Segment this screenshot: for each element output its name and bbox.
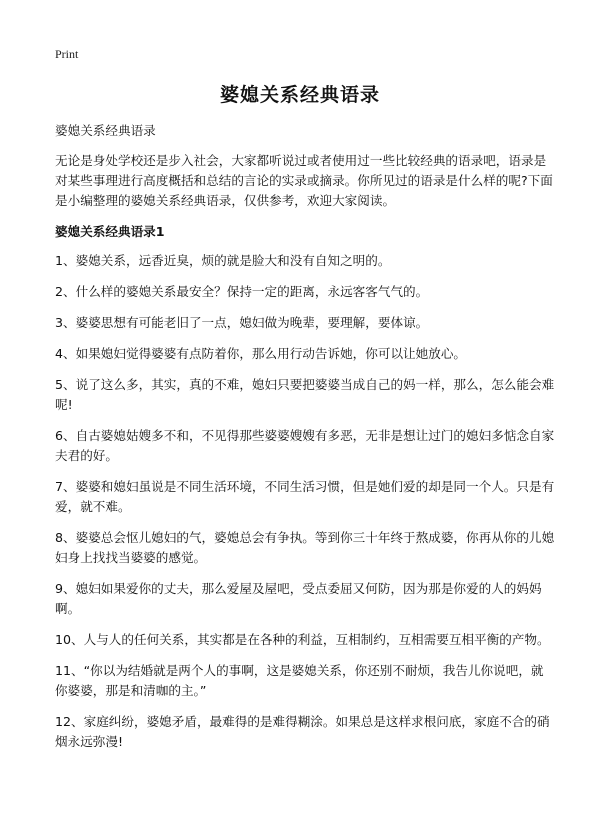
section-heading: 婆媳关系经典语录1	[55, 224, 165, 239]
quote-paragraph: 8、婆婆总会怄儿媳妇的气，婆媳总会有争执。等到你三十年终于熬成婆，你再从你的儿媳妇身上找找当婆婆的感觉。	[55, 530, 555, 565]
quote-paragraph: 6、自古婆媳姑嫂多不和，不见得那些婆婆嫂嫂有多恶，无非是想让过门的媳妇多惦念自家夫君的好。	[55, 428, 555, 463]
quote-paragraph: 9、媳妇如果爱你的丈夫，那么爱屋及屋吧，受点委屈又何防，因为那是你爱的人的妈妈啊。	[55, 581, 542, 616]
quote-paragraph: 12、家庭纠纷，婆媳矛盾，最难得的是难得糊涂。如果总是这样求根问底，家庭不合的硝烟永远弥漫!	[55, 714, 550, 749]
article-body	[55, 121, 555, 763]
article-subtitle: 婆媳关系经典语录	[55, 123, 156, 138]
intro-paragraph: 无论是身处学校还是步入社会，大家都听说过或者使用过一些比较经典的语录吧，语录是对某些事理进行高度概括和总结的言论的实录或摘录。你所见过的语录是什么样的呢?下面是小编整理的婆媳关系经典语录，仅供参考，欢迎大家阅读。	[55, 153, 553, 208]
quote-paragraph: 5、说了这么多，其实，真的不难，媳妇只要把婆婆当成自己的妈一样，那么，怎么能会难呢!	[55, 377, 555, 412]
page-title: 婆媳关系经典语录	[219, 84, 380, 106]
quote-paragraph: 1、婆媳关系，远香近臭，烦的就是脸大和没有自知之明的。	[55, 253, 391, 268]
quote-paragraph: 10、人与人的任何关系，其实都是在各种的利益，互相制约，互相需要互相平衡的产物。	[55, 632, 550, 647]
quote-paragraph: 11、“你以为结婚就是两个人的事啊，这是婆媳关系，你还别不耐烦，我告儿你说吧，就你婆婆，那是和清咖的主。”	[55, 663, 544, 698]
quote-paragraph: 3、婆婆思想有可能老旧了一点，媳妇做为晚辈，要理解，要体谅。	[55, 315, 429, 330]
quote-paragraph: 7、婆婆和媳妇虽说是不同生活环境，不同生活习惯，但是她们爱的却是同一个人。只是有爱，就不难。	[55, 479, 555, 514]
print-link[interactable]: Print	[55, 47, 79, 61]
quote-paragraph: 4、如果媳妇觉得婆婆有点防着你，那么用行动告诉她，你可以让她放心。	[55, 346, 467, 361]
quote-paragraph: 2、什么样的婆媳关系最安全？保持一定的距离，永远客客气气的。	[55, 284, 429, 299]
